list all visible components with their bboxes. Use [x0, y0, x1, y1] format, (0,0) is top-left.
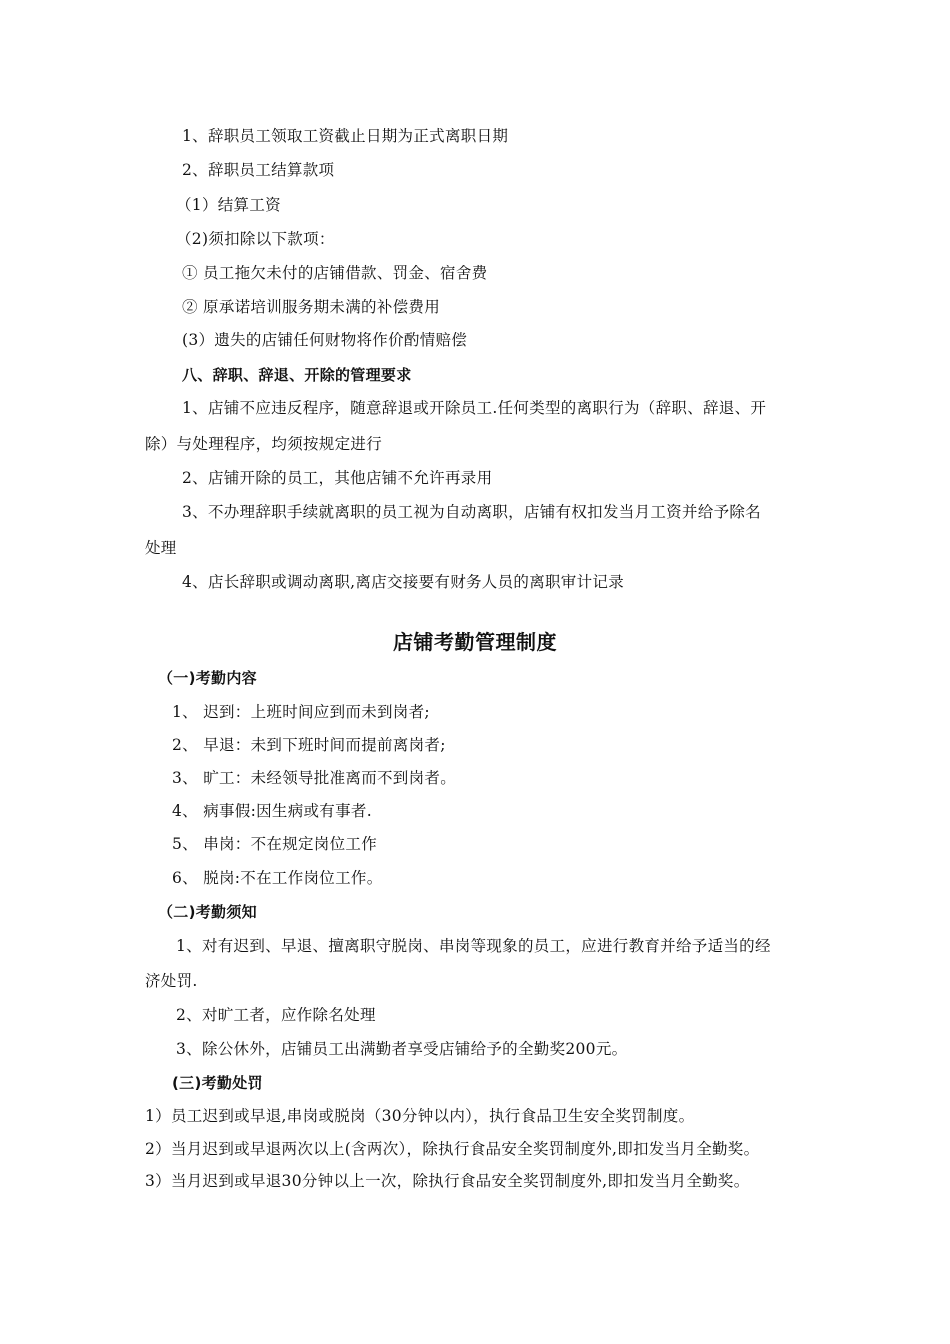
section-eight-item-1-line-2: 除）与处理程序，均须按规定进行: [145, 435, 383, 453]
settlement-deduction-1: ① 员工拖欠未付的店铺借款、罚金、宿舍费: [182, 264, 488, 282]
attendance-content-item-2: 2、 早退：未到下班时间而提前离岗者;: [172, 736, 446, 754]
section-eight-item-4: 4、店长辞职或调动离职,离店交接要有财务人员的离职审计记录: [182, 573, 624, 591]
settlement-deduction-2: ② 原承诺培训服务期未满的补偿费用: [182, 298, 441, 316]
attendance-penalty-item-2: 2）当月迟到或早退两次以上(含两次），除执行食品安全奖罚制度外,即扣发当月全勤奖。: [145, 1140, 760, 1158]
section-eight-item-3-line-1: 3、不办理辞职手续就离职的员工视为自动离职，店铺有权扣发当月工资并给予除名: [182, 503, 761, 521]
settlement-item-2: 2、辞职员工结算款项: [182, 161, 335, 179]
attendance-content-item-6: 6、 脱岗:不在工作岗位工作。: [172, 869, 383, 887]
attendance-notice-item-1-line-1: 1、对有迟到、早退、擅离职守脱岗、串岗等现象的员工，应进行教育并给予适当的经: [176, 937, 771, 955]
attendance-notice-item-2: 2、对旷工者，应作除名处理: [176, 1006, 376, 1024]
attendance-penalty-item-3: 3）当月迟到或早退30分钟以上一次，除执行食品安全奖罚制度外,即扣发当月全勤奖。: [145, 1172, 750, 1190]
settlement-sub-2: （2)须扣除以下款项：: [176, 230, 335, 248]
settlement-sub-1: （1）结算工资: [176, 196, 281, 214]
attendance-part-1-heading: （一)考勤内容: [158, 669, 257, 687]
settlement-sub-3: (3）遗失的店铺任何财物将作价酌情赔偿: [182, 331, 468, 349]
section-eight-heading: 八、辞职、辞退、开除的管理要求: [182, 366, 412, 384]
settlement-item-1: 1、辞职员工领取工资截止日期为正式离职日期: [182, 127, 509, 145]
section-eight-item-2: 2、店铺开除的员工，其他店铺不允许再录用: [182, 469, 493, 487]
section-eight-item-3-line-2: 处理: [145, 539, 177, 557]
attendance-penalty-item-1: 1）员工迟到或早退,串岗或脱岗（30分钟以内），执行食品卫生安全奖罚制度。: [145, 1107, 695, 1125]
attendance-content-item-5: 5、 串岗：不在规定岗位工作: [172, 835, 377, 853]
attendance-content-item-1: 1、 迟到：上班时间应到而未到岗者;: [172, 703, 430, 721]
attendance-content-item-4: 4、 病事假:因生病或有事者.: [172, 802, 372, 820]
attendance-part-3-heading: (三)考勤处罚: [172, 1074, 263, 1092]
attendance-notice-item-3: 3、除公休外，店铺员工出满勤者享受店铺给予的全勤奖200元。: [176, 1040, 628, 1058]
attendance-content-item-3: 3、 旷工：未经领导批准离而不到岗者。: [172, 769, 456, 787]
attendance-part-2-heading: （二)考勤须知: [158, 903, 257, 921]
section-eight-item-1-line-1: 1、店铺不应违反程序，随意辞退或开除员工.任何类型的离职行为（辞职、辞退、开: [182, 399, 767, 417]
attendance-notice-item-1-line-2: 济处罚.: [145, 972, 198, 990]
attendance-title: 店铺考勤管理制度: [393, 630, 557, 654]
